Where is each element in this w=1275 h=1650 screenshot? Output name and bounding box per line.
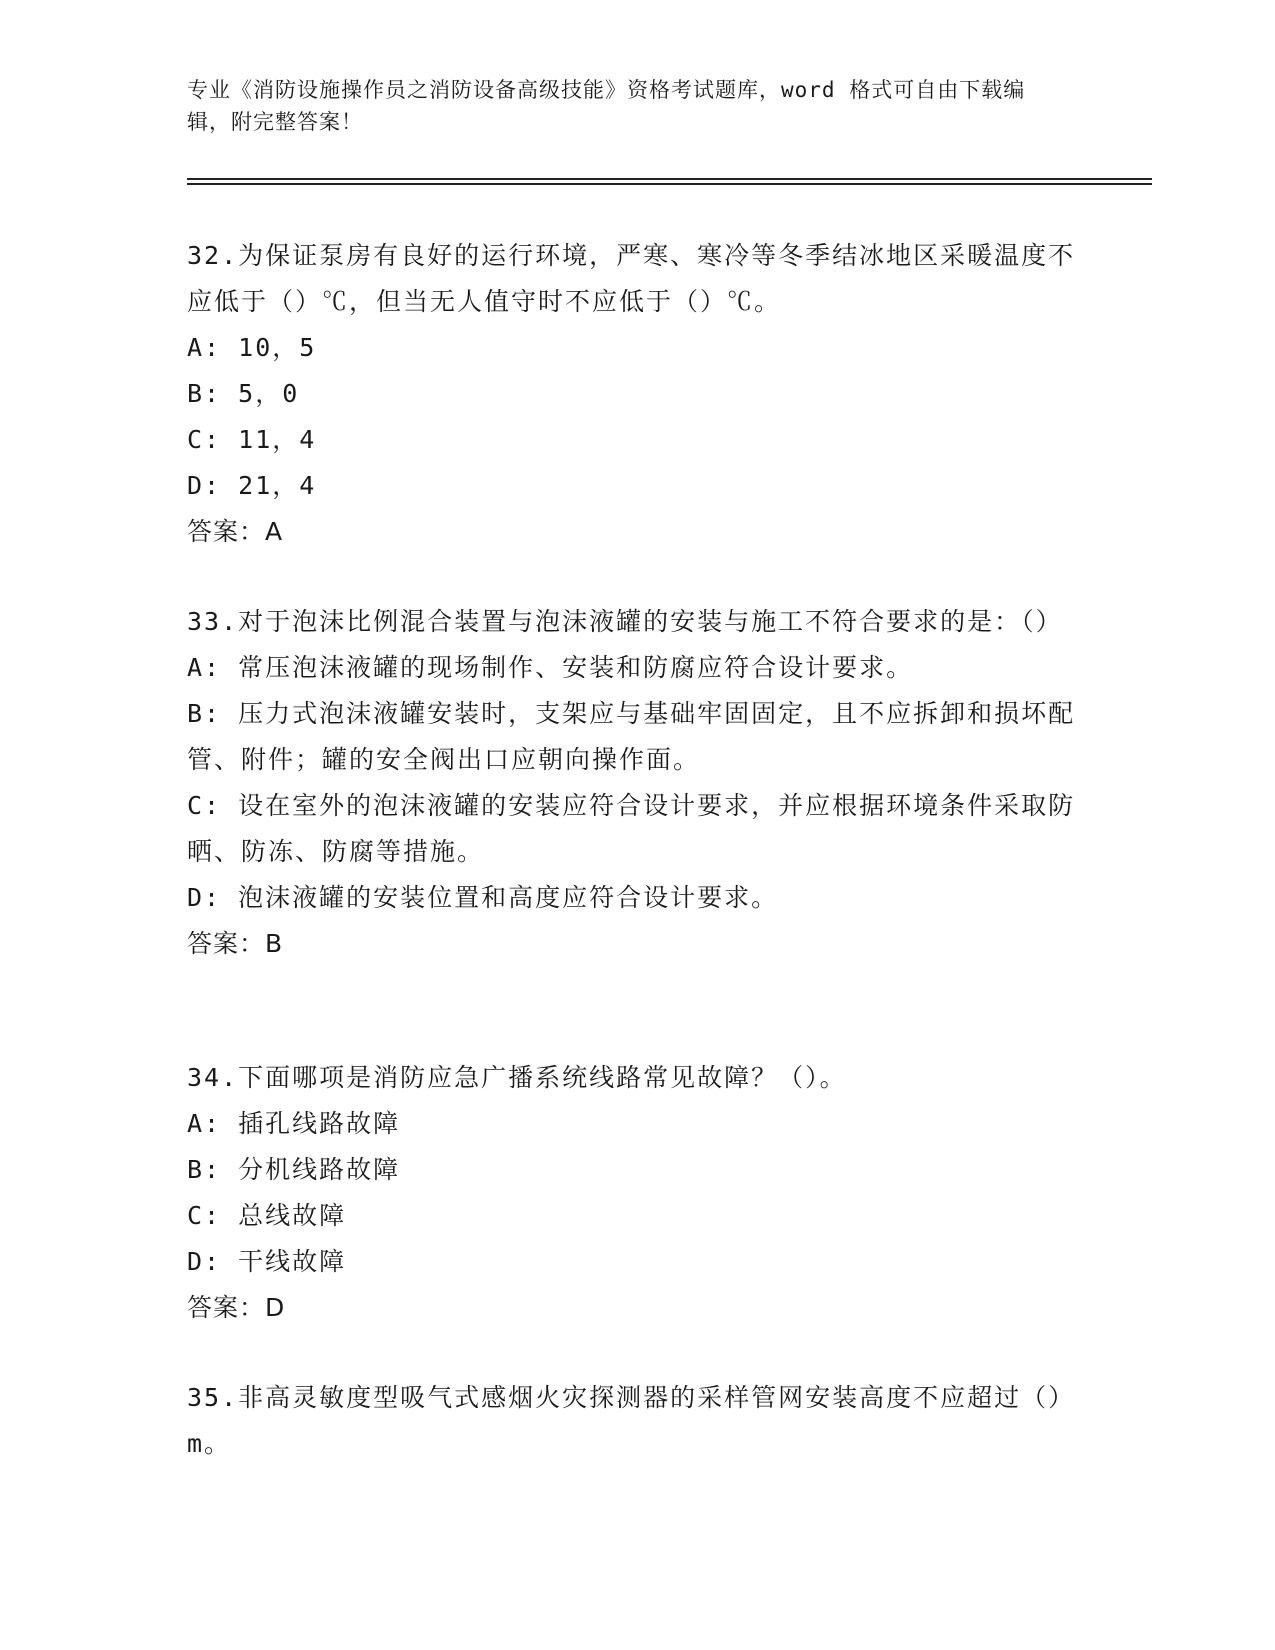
answer: 答案：D (187, 1293, 286, 1322)
question-32 (187, 233, 1077, 555)
question-text: 35.非高灵敏度型吸气式感烟火灾探测器的采样管网安装高度不应超过（）m。 (187, 1383, 1076, 1458)
option-a: A: 常压泡沫液罐的现场制作、安装和防腐应符合设计要求。 (187, 653, 914, 682)
option-d: D: 21，4 (187, 471, 317, 500)
option-c: C: 设在室外的泡沫液罐的安装应符合设计要求，并应根据环境条件采取防晒、防冻、防腐等措施。 (187, 791, 1076, 866)
option-a: A: 10，5 (187, 333, 317, 362)
question-text: 34.下面哪项是消防应急广播系统线路常见故障？（）。 (187, 1063, 847, 1092)
question-33 (187, 599, 1077, 967)
option-d: D: 泡沫液罐的安装位置和高度应符合设计要求。 (187, 883, 779, 912)
answer: 答案：A (187, 517, 284, 546)
question-35 (187, 1375, 1077, 1467)
question-34 (187, 1055, 1077, 1331)
option-b: B: 5，0 (187, 379, 300, 408)
option-d: D: 干线故障 (187, 1247, 347, 1276)
question-text: 32.为保证泵房有良好的运行环境，严寒、寒冷等冬季结冰地区采暖温度不应低于（）℃，但当无人值守时不应低于（）℃。 (187, 241, 1076, 316)
option-c: C: 总线故障 (187, 1201, 347, 1230)
header-divider-bottom (187, 183, 1152, 185)
option-c: C: 11，4 (187, 425, 317, 454)
header-divider-top (187, 178, 1152, 180)
option-b: B: 压力式泡沫液罐安装时，支架应与基础牢固固定，且不应拆卸和损坏配管、附件；罐的安全阀出口应朝向操作面。 (187, 699, 1076, 774)
answer: 答案：B (187, 929, 284, 958)
option-b: B: 分机线路故障 (187, 1155, 401, 1184)
option-a: A: 插孔线路故障 (187, 1109, 401, 1138)
question-text: 33.对于泡沫比例混合装置与泡沫液罐的安装与施工不符合要求的是：（） (187, 607, 1063, 636)
document-header: 专业《消防设施操作员之消防设备高级技能》资格考试题库，word 格式可自由下载编辑，附完整答案！ (187, 78, 1026, 134)
